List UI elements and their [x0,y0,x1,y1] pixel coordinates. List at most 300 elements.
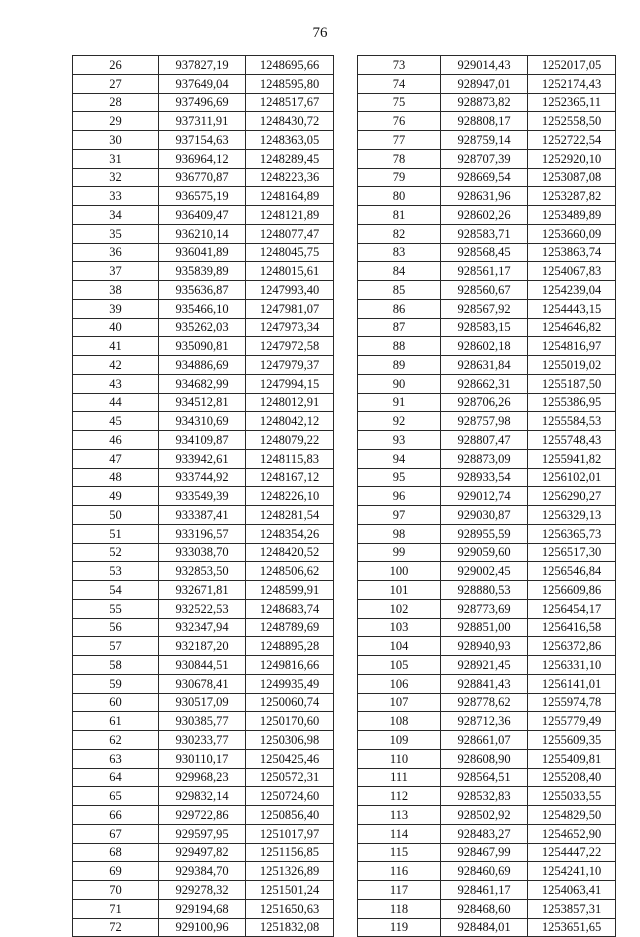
point-number-cell: 91 [358,393,441,412]
x-coordinate-cell: 928564,51 [441,768,528,787]
point-number-cell: 73 [358,56,441,75]
y-coordinate-cell: 1252558,50 [528,112,616,131]
y-coordinate-cell: 1251650,63 [246,899,334,918]
x-coordinate-cell: 929194,68 [159,899,246,918]
table-row [358,168,616,187]
y-coordinate-cell: 1248595,80 [246,74,334,93]
point-number-cell: 26 [73,56,159,75]
point-number-cell: 71 [73,899,159,918]
point-number-cell: 62 [73,731,159,750]
x-coordinate-cell: 928955,59 [441,524,528,543]
y-coordinate-cell: 1250724,60 [246,787,334,806]
x-coordinate-cell: 933744,92 [159,468,246,487]
y-coordinate-cell: 1255584,53 [528,412,616,431]
point-number-cell: 59 [73,674,159,693]
y-coordinate-cell: 1248164,89 [246,187,334,206]
y-coordinate-cell: 1253863,74 [528,243,616,262]
x-coordinate-cell: 935262,03 [159,318,246,337]
point-number-cell: 88 [358,337,441,356]
point-number-cell: 36 [73,243,159,262]
y-coordinate-cell: 1247979,37 [246,356,334,375]
y-coordinate-cell: 1248115,83 [246,449,334,468]
table-row [73,787,334,806]
point-number-cell: 93 [358,431,441,450]
table-row [73,843,334,862]
table-row [73,806,334,825]
table-row [358,693,616,712]
x-coordinate-cell: 928602,18 [441,337,528,356]
point-number-cell: 99 [358,543,441,562]
y-coordinate-cell: 1248226,10 [246,487,334,506]
x-coordinate-cell: 928778,62 [441,693,528,712]
point-number-cell: 90 [358,374,441,393]
x-coordinate-cell: 929722,86 [159,806,246,825]
table-row [358,206,616,225]
point-number-cell: 110 [358,749,441,768]
page-number: 76 [312,25,328,41]
x-coordinate-cell: 937496,69 [159,93,246,112]
point-number-cell: 102 [358,599,441,618]
y-coordinate-cell: 1254443,15 [528,299,616,318]
point-number-cell: 109 [358,731,441,750]
point-number-cell: 52 [73,543,159,562]
table-row [358,674,616,693]
x-coordinate-cell: 928873,09 [441,449,528,468]
y-coordinate-cell: 1253857,31 [528,899,616,918]
x-coordinate-cell: 935090,81 [159,337,246,356]
x-coordinate-cell: 930517,09 [159,693,246,712]
x-coordinate-cell: 937311,91 [159,112,246,131]
y-coordinate-cell: 1250856,40 [246,806,334,825]
point-number-cell: 77 [358,131,441,150]
table-row [358,56,616,75]
x-coordinate-cell: 929014,43 [441,56,528,75]
point-number-cell: 106 [358,674,441,693]
x-coordinate-cell: 928608,90 [441,749,528,768]
y-coordinate-cell: 1254241,10 [528,862,616,881]
y-coordinate-cell: 1247993,40 [246,281,334,300]
y-coordinate-cell: 1254646,82 [528,318,616,337]
x-coordinate-cell: 929497,82 [159,843,246,862]
table-row [358,224,616,243]
table-row [358,881,616,900]
table-row [358,918,616,937]
x-coordinate-cell: 928712,36 [441,712,528,731]
point-number-cell: 113 [358,806,441,825]
y-coordinate-cell: 1248430,72 [246,112,334,131]
x-coordinate-cell: 929968,23 [159,768,246,787]
table-row [73,206,334,225]
point-number-cell: 104 [358,637,441,656]
point-number-cell: 32 [73,168,159,187]
point-number-cell: 43 [73,374,159,393]
y-coordinate-cell: 1250170,60 [246,712,334,731]
table-row [73,749,334,768]
x-coordinate-cell: 928631,84 [441,356,528,375]
y-coordinate-cell: 1256331,10 [528,656,616,675]
table-row [358,74,616,93]
x-coordinate-cell: 928583,71 [441,224,528,243]
point-number-cell: 89 [358,356,441,375]
point-number-cell: 112 [358,787,441,806]
x-coordinate-cell: 934682,99 [159,374,246,393]
table-row [73,131,334,150]
y-coordinate-cell: 1250060,74 [246,693,334,712]
table-row [73,149,334,168]
x-coordinate-cell: 928851,00 [441,618,528,637]
x-coordinate-cell: 933196,57 [159,524,246,543]
y-coordinate-cell: 1248506,62 [246,562,334,581]
point-number-cell: 33 [73,187,159,206]
table-row [73,693,334,712]
table-row [73,881,334,900]
table-row [358,337,616,356]
point-number-cell: 96 [358,487,441,506]
x-coordinate-cell: 928807,47 [441,431,528,450]
point-number-cell: 29 [73,112,159,131]
point-number-cell: 51 [73,524,159,543]
point-number-cell: 49 [73,487,159,506]
table-row [73,618,334,637]
table-row [358,506,616,525]
point-number-cell: 117 [358,881,441,900]
table-row [358,243,616,262]
point-number-cell: 47 [73,449,159,468]
x-coordinate-cell: 928662,31 [441,374,528,393]
point-number-cell: 48 [73,468,159,487]
y-coordinate-cell: 1251501,24 [246,881,334,900]
y-coordinate-cell: 1249816,66 [246,656,334,675]
point-number-cell: 95 [358,468,441,487]
y-coordinate-cell: 1251832,08 [246,918,334,937]
x-coordinate-cell: 928757,98 [441,412,528,431]
y-coordinate-cell: 1254063,41 [528,881,616,900]
table-row [358,824,616,843]
x-coordinate-cell: 933549,39 [159,487,246,506]
y-coordinate-cell: 1248223,36 [246,168,334,187]
table-row [73,356,334,375]
y-coordinate-cell: 1253087,08 [528,168,616,187]
y-coordinate-cell: 1247972,58 [246,337,334,356]
y-coordinate-cell: 1256141,01 [528,674,616,693]
table-row [358,112,616,131]
table-row [73,543,334,562]
y-coordinate-cell: 1253651,65 [528,918,616,937]
table-row [73,599,334,618]
y-coordinate-cell: 1248042,12 [246,412,334,431]
point-number-cell: 50 [73,506,159,525]
y-coordinate-cell: 1255748,43 [528,431,616,450]
point-number-cell: 94 [358,449,441,468]
y-coordinate-cell: 1256517,30 [528,543,616,562]
point-number-cell: 72 [73,918,159,937]
y-coordinate-cell: 1248517,67 [246,93,334,112]
point-number-cell: 56 [73,618,159,637]
point-number-cell: 114 [358,824,441,843]
y-coordinate-cell: 1252017,05 [528,56,616,75]
x-coordinate-cell: 936964,12 [159,149,246,168]
x-coordinate-cell: 929012,74 [441,487,528,506]
y-coordinate-cell: 1250425,46 [246,749,334,768]
table-row [358,618,616,637]
table-row [358,449,616,468]
y-coordinate-cell: 1248167,12 [246,468,334,487]
table-row [358,731,616,750]
x-coordinate-cell: 929384,70 [159,862,246,881]
y-coordinate-cell: 1255409,81 [528,749,616,768]
point-number-cell: 80 [358,187,441,206]
y-coordinate-cell: 1252174,43 [528,74,616,93]
table-row [358,637,616,656]
y-coordinate-cell: 1248363,05 [246,131,334,150]
table-row [358,712,616,731]
table-row [358,487,616,506]
x-coordinate-cell: 935839,89 [159,262,246,281]
x-coordinate-cell: 928484,01 [441,918,528,937]
table-row [358,806,616,825]
table-row [73,899,334,918]
x-coordinate-cell: 928532,83 [441,787,528,806]
x-coordinate-cell: 928583,15 [441,318,528,337]
point-number-cell: 86 [358,299,441,318]
y-coordinate-cell: 1255609,35 [528,731,616,750]
table-row [358,356,616,375]
x-coordinate-cell: 929832,14 [159,787,246,806]
x-coordinate-cell: 928940,93 [441,637,528,656]
x-coordinate-cell: 928502,92 [441,806,528,825]
x-coordinate-cell: 929059,60 [441,543,528,562]
table-row [73,56,334,75]
table-row [358,862,616,881]
table-row [358,131,616,150]
x-coordinate-cell: 930385,77 [159,712,246,731]
table-row [73,674,334,693]
x-coordinate-cell: 928773,69 [441,599,528,618]
point-number-cell: 115 [358,843,441,862]
point-number-cell: 76 [358,112,441,131]
x-coordinate-cell: 928460,69 [441,862,528,881]
table-row [73,824,334,843]
point-number-cell: 105 [358,656,441,675]
point-number-cell: 63 [73,749,159,768]
table-row [358,318,616,337]
point-number-cell: 82 [358,224,441,243]
table-row [358,374,616,393]
table-row [73,74,334,93]
point-number-cell: 101 [358,581,441,600]
y-coordinate-cell: 1247981,07 [246,299,334,318]
y-coordinate-cell: 1256372,86 [528,637,616,656]
table-row [73,112,334,131]
table-row [73,318,334,337]
coordinates-table-right [357,55,616,937]
y-coordinate-cell: 1248079,22 [246,431,334,450]
point-number-cell: 31 [73,149,159,168]
y-coordinate-cell: 1255386,95 [528,393,616,412]
table-row [73,918,334,937]
point-number-cell: 67 [73,824,159,843]
table-row [73,262,334,281]
x-coordinate-cell: 936210,14 [159,224,246,243]
y-coordinate-cell: 1256609,86 [528,581,616,600]
y-coordinate-cell: 1250306,98 [246,731,334,750]
table-row [358,93,616,112]
y-coordinate-cell: 1248789,69 [246,618,334,637]
table-row [358,899,616,918]
x-coordinate-cell: 936770,87 [159,168,246,187]
x-coordinate-cell: 930678,41 [159,674,246,693]
y-coordinate-cell: 1254829,50 [528,806,616,825]
point-number-cell: 38 [73,281,159,300]
x-coordinate-cell: 933038,70 [159,543,246,562]
table-row [358,412,616,431]
y-coordinate-cell: 1255941,82 [528,449,616,468]
x-coordinate-cell: 928841,43 [441,674,528,693]
table-row [73,449,334,468]
point-number-cell: 45 [73,412,159,431]
table-row [73,337,334,356]
table-row [73,581,334,600]
y-coordinate-cell: 1255208,40 [528,768,616,787]
point-number-cell: 83 [358,243,441,262]
table-row [358,599,616,618]
x-coordinate-cell: 937827,19 [159,56,246,75]
table-row [358,393,616,412]
x-coordinate-cell: 936575,19 [159,187,246,206]
point-number-cell: 35 [73,224,159,243]
point-number-cell: 57 [73,637,159,656]
y-coordinate-cell: 1256416,58 [528,618,616,637]
table-row [73,524,334,543]
y-coordinate-cell: 1248289,45 [246,149,334,168]
x-coordinate-cell: 934109,87 [159,431,246,450]
y-coordinate-cell: 1248012,91 [246,393,334,412]
y-coordinate-cell: 1253489,89 [528,206,616,225]
y-coordinate-cell: 1255779,49 [528,712,616,731]
x-coordinate-cell: 932671,81 [159,581,246,600]
y-coordinate-cell: 1251156,85 [246,843,334,862]
table-row [73,393,334,412]
y-coordinate-cell: 1256329,13 [528,506,616,525]
x-coordinate-cell: 930110,17 [159,749,246,768]
point-number-cell: 69 [73,862,159,881]
point-number-cell: 79 [358,168,441,187]
y-coordinate-cell: 1256454,17 [528,599,616,618]
x-coordinate-cell: 928759,14 [441,131,528,150]
y-coordinate-cell: 1248420,52 [246,543,334,562]
x-coordinate-cell: 928468,60 [441,899,528,918]
table-row [73,862,334,881]
y-coordinate-cell: 1255187,50 [528,374,616,393]
point-number-cell: 64 [73,768,159,787]
table-row [73,506,334,525]
table-row [73,487,334,506]
y-coordinate-cell: 1249935,49 [246,674,334,693]
point-number-cell: 84 [358,262,441,281]
y-coordinate-cell: 1247994,15 [246,374,334,393]
x-coordinate-cell: 930844,51 [159,656,246,675]
y-coordinate-cell: 1256546,84 [528,562,616,581]
x-coordinate-cell: 930233,77 [159,731,246,750]
y-coordinate-cell: 1248121,89 [246,206,334,225]
y-coordinate-cell: 1248599,91 [246,581,334,600]
y-coordinate-cell: 1248695,66 [246,56,334,75]
table-row [73,93,334,112]
x-coordinate-cell: 928567,92 [441,299,528,318]
y-coordinate-cell: 1248045,75 [246,243,334,262]
x-coordinate-cell: 937649,04 [159,74,246,93]
point-number-cell: 78 [358,149,441,168]
x-coordinate-cell: 936041,89 [159,243,246,262]
y-coordinate-cell: 1255019,02 [528,356,616,375]
point-number-cell: 58 [73,656,159,675]
table-row [358,543,616,562]
table-row [358,299,616,318]
table-row [358,187,616,206]
table-row [358,262,616,281]
x-coordinate-cell: 928561,17 [441,262,528,281]
point-number-cell: 118 [358,899,441,918]
point-number-cell: 61 [73,712,159,731]
x-coordinate-cell: 928921,45 [441,656,528,675]
table-row [358,581,616,600]
point-number-cell: 28 [73,93,159,112]
x-coordinate-cell: 928669,54 [441,168,528,187]
table-row [358,749,616,768]
table-row [73,712,334,731]
y-coordinate-cell: 1252365,11 [528,93,616,112]
x-coordinate-cell: 928483,27 [441,824,528,843]
table-row [73,731,334,750]
x-coordinate-cell: 929002,45 [441,562,528,581]
y-coordinate-cell: 1248281,54 [246,506,334,525]
table-row [358,149,616,168]
table-row [73,168,334,187]
y-coordinate-cell: 1256102,01 [528,468,616,487]
y-coordinate-cell: 1248895,28 [246,637,334,656]
coordinates-table-left [72,55,334,937]
y-coordinate-cell: 1255033,55 [528,787,616,806]
y-coordinate-cell: 1252920,10 [528,149,616,168]
point-number-cell: 68 [73,843,159,862]
table-row [73,224,334,243]
point-number-cell: 108 [358,712,441,731]
point-number-cell: 100 [358,562,441,581]
table-row [358,468,616,487]
y-coordinate-cell: 1248015,61 [246,262,334,281]
table-row [73,431,334,450]
x-coordinate-cell: 935636,87 [159,281,246,300]
table-row [358,281,616,300]
x-coordinate-cell: 934886,69 [159,356,246,375]
point-number-cell: 116 [358,862,441,881]
point-number-cell: 42 [73,356,159,375]
table-row [358,562,616,581]
table-row [358,431,616,450]
point-number-cell: 53 [73,562,159,581]
x-coordinate-cell: 928947,01 [441,74,528,93]
x-coordinate-cell: 932187,20 [159,637,246,656]
y-coordinate-cell: 1248354,26 [246,524,334,543]
x-coordinate-cell: 928461,17 [441,881,528,900]
y-coordinate-cell: 1254447,22 [528,843,616,862]
point-number-cell: 66 [73,806,159,825]
y-coordinate-cell: 1254239,04 [528,281,616,300]
x-coordinate-cell: 934310,69 [159,412,246,431]
y-coordinate-cell: 1254816,97 [528,337,616,356]
point-number-cell: 39 [73,299,159,318]
table-row [358,787,616,806]
